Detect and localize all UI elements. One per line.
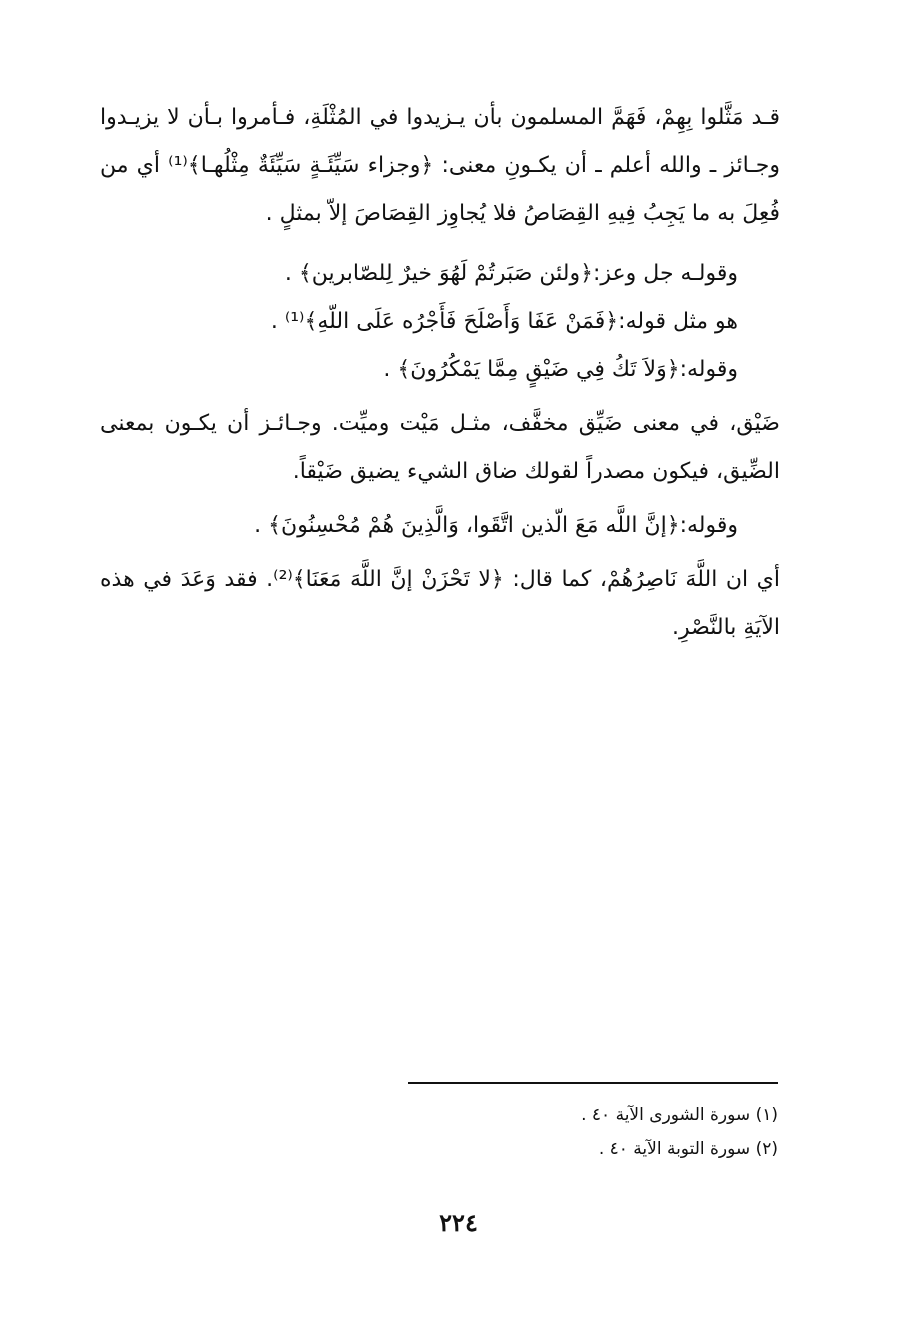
page-number: ٢٢٤ [439,1208,478,1237]
verse-line-forgiveness: هو مثل قوله:﴿فَمَنْ عَفَا وَأَصْلَحَ فَأَجْرُه عَلَى اللّهِ﴾⁽¹⁾ . [270,309,738,334]
paragraph-victory: أي ان اللَّهَ نَاصِرُهُمْ، كما قال: ﴿لا تَحْزَنْ إنَّ اللَّهَ مَعَنَا﴾⁽²⁾. فقد وَعَدَ في هذه الآيَةِ بالنَّصْرِ. [100,567,780,640]
footnote-divider [408,1082,778,1084]
footnote-1: (١) سورة الشورى الآية ٤٠ . [581,1105,778,1125]
paragraph-retaliation: قـد مَثَّلوا بِهِمْ، فَهَمَّ المسلمون بأن يـزيدوا في المُثْلَةِ، فـأمروا بـأن لا يزيـدوا وجـائز ـ والله أعلم ـ أن يكـونِ معنى: ﴿وجزاء سَيِّئَـةٍ سَيِّئَةٌ مِثْلُهـا﴾⁽¹⁾ أي من فُعِلَ به ما يَجِبُ فِيهِ القِصَاصُ فلا يُجاوِز القِصَاصَ إلاّ بمثلٍ . [100,105,780,226]
main-text [100,94,780,658]
footnotes [400,1098,778,1166]
paragraph-dayq-meaning: ضَيْق، في معنى ضَيِّق مخفَّف، مثـل مَيْت وميِّت. وجـائـز أن يكـون بمعنى الضِّيق، فيكون مصدراً لقولك ضاق الشيء يضيق ضَيْقاً. [100,411,780,484]
verse-line-distress: وقوله:﴿وَلاَ تَكُ فِي ضَيْقٍ مِمَّا يَمْكُرُونَ﴾ . [383,357,738,382]
footnote-2: (٢) سورة التوبة الآية ٤٠ . [598,1139,778,1159]
verse-line-patience: وقولـه جل وعز:﴿ولئن صَبَرتُمْ لَهُوَ خيرٌ لِلصّابرين﴾ . [284,261,738,286]
verse-line-god-with: وقوله:﴿إنَّ اللَّه مَعَ الّذين اتَّقَوا، وَالَّذِينَ هُمْ مُحْسِنُونَ﴾ . [254,513,738,538]
